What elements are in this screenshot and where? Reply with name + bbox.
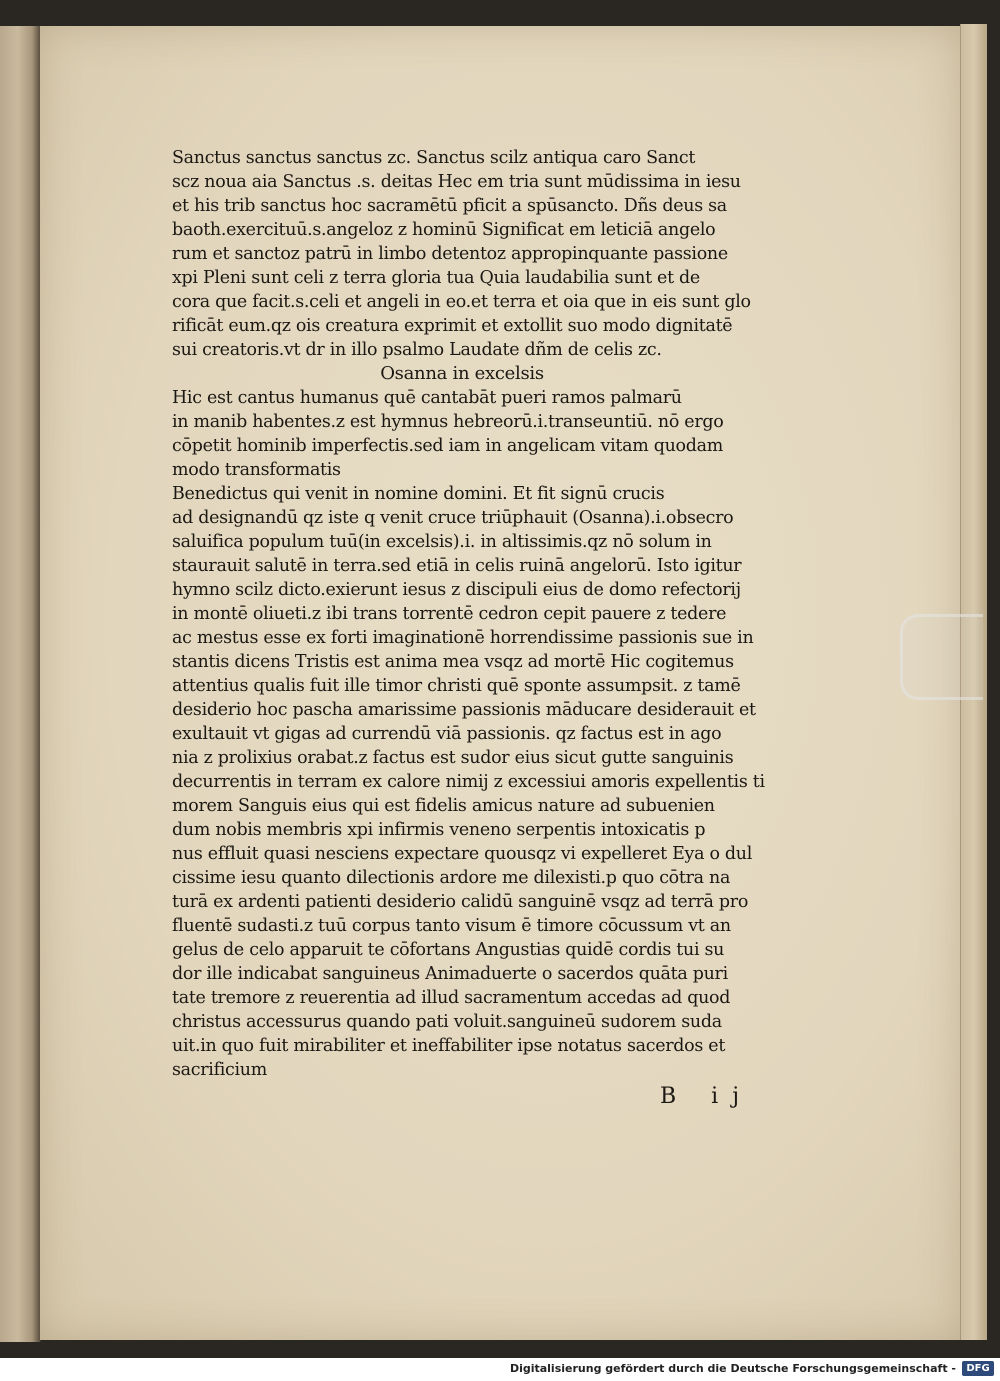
text-line: Sanctus sanctus sanctus zc. Sanctus scilz antiqua caro Sanct: [172, 147, 696, 168]
text-line: cora que facit.s.celi et angeli in eo.et terra et oia que in eis sunt glo: [172, 291, 751, 312]
text-line: sacrificium: [172, 1059, 267, 1080]
text-line: uit.in quo fuit mirabiliter et ineffabiliter ipse notatus sacerdos et: [172, 1035, 726, 1056]
text-line: rificāt eum.qz ois creatura exprimit et extollit suo modo dignitatē: [172, 315, 733, 336]
text-line: dum nobis membris xpi infirmis veneno serpentis intoxicatis p: [172, 819, 706, 840]
text-line: staurauit salutē in terra.sed etiā in celis ruinā angelorū. Isto igitur: [172, 555, 742, 576]
text-line: morem Sanguis eius qui est fidelis amicus nature ad subuenien: [172, 795, 715, 816]
text-line: exultauit vt gigas ad currendū viā passionis. qz factus est in ago: [172, 723, 722, 744]
text-line: christus accessurus quando pati voluit.sanguineū sudorem suda: [172, 1011, 722, 1032]
section-heading: Osanna in excelsis: [380, 363, 544, 384]
text-line: in montē oliueti.z ibi trans torrentē cedron cepit pauere z tedere: [172, 603, 727, 624]
text-line: et his trib sanctus hoc sacramētū pficit a spūsancto. Dñs deus sa: [172, 195, 727, 216]
footer-bar: [0, 1358, 1000, 1381]
text-line: gelus de celo apparuit te cōfortans Angustias quidē cordis tui su: [172, 939, 725, 960]
page-clip: [900, 614, 983, 700]
text-line: cōpetit hominib imperfectis.sed iam in angelicam vitam quodam: [172, 435, 723, 456]
text-line: decurrentis in terram ex calore nimij z excessiui amoris expellentis ti: [172, 771, 765, 792]
text-line: saluifica populum tuū(in excelsis).i. in altissimis.qz nō solum in: [172, 531, 712, 552]
text-line: stantis dicens Tristis est anima mea vsqz ad mortē Hic cogitemus: [172, 651, 734, 672]
text-line: fluentē sudasti.z tuū corpus tanto visum ē timore cōcussum vt an: [172, 915, 731, 936]
text-line: Hic est cantus humanus quē cantabāt pueri ramos palmarū: [172, 387, 682, 408]
text-line: nus effluit quasi nesciens expectare quousqz vi expelleret Eya o dul: [172, 843, 753, 864]
text-line: nia z prolixius orabat.z factus est sudor eius sicut gutte sanguinis: [172, 747, 734, 768]
text-line: attentius qualis fuit ille timor christi quē sponte assumpsit. z tamē: [172, 675, 741, 696]
text-line: sui creatoris.vt dr in illo psalmo Laudate dñm de celis zc.: [172, 339, 662, 360]
text-line: desiderio hoc pascha amarissime passionis māducare desiderauit et: [172, 699, 756, 720]
funding-credit: Digitalisierung gefördert durch die Deutsche Forschungsgemeinschaft -: [509, 1362, 956, 1375]
text-line: tate tremore z reuerentia ad illud sacramentum accedas ad quod: [172, 987, 731, 1008]
signature-mark: B ij: [660, 1084, 754, 1109]
text-line: ac mestus esse ex forti imaginationē horrendissime passionis sue in: [172, 627, 754, 648]
text-line: modo transformatis: [172, 459, 341, 480]
text-line: hymno scilz dicto.exierunt iesus z discipuli eius de domo refectorij: [172, 579, 741, 600]
book-page: [40, 26, 960, 1340]
text-line: xpi Pleni sunt celi z terra gloria tua Quia laudabilia sunt et de: [172, 267, 700, 288]
page-text-block: [172, 146, 812, 1082]
text-line: baoth.exercituū.s.angeloz z hominū Significat em leticiā angelo: [172, 219, 716, 240]
text-line: turā ex ardenti patienti desiderio calidū sanguinē vsqz ad terrā pro: [172, 891, 749, 912]
text-line: in manib habentes.z est hymnus hebreorū.i.transeuntiū. nō ergo: [172, 411, 724, 432]
text-line: cissime iesu quanto dilectionis ardore me dilexisti.p quo cōtra na: [172, 867, 731, 888]
text-line: dor ille indicabat sanguineus Animaduerte o sacerdos quāta puri: [172, 963, 728, 984]
dfg-logo: DFG: [962, 1361, 994, 1376]
text-line: Benedictus qui venit in nomine domini. Et fit signū crucis: [172, 483, 665, 504]
text-line: rum et sanctoz patrū in limbo detentoz appropinquante passione: [172, 243, 728, 264]
book-cover-edge: [0, 26, 41, 1342]
text-line: scz noua aia Sanctus .s. deitas Hec em tria sunt mūdissima in iesu: [172, 171, 741, 192]
text-line: ad designandū qz iste q venit cruce triūphauit (Osanna).i.obsecro: [172, 507, 734, 528]
